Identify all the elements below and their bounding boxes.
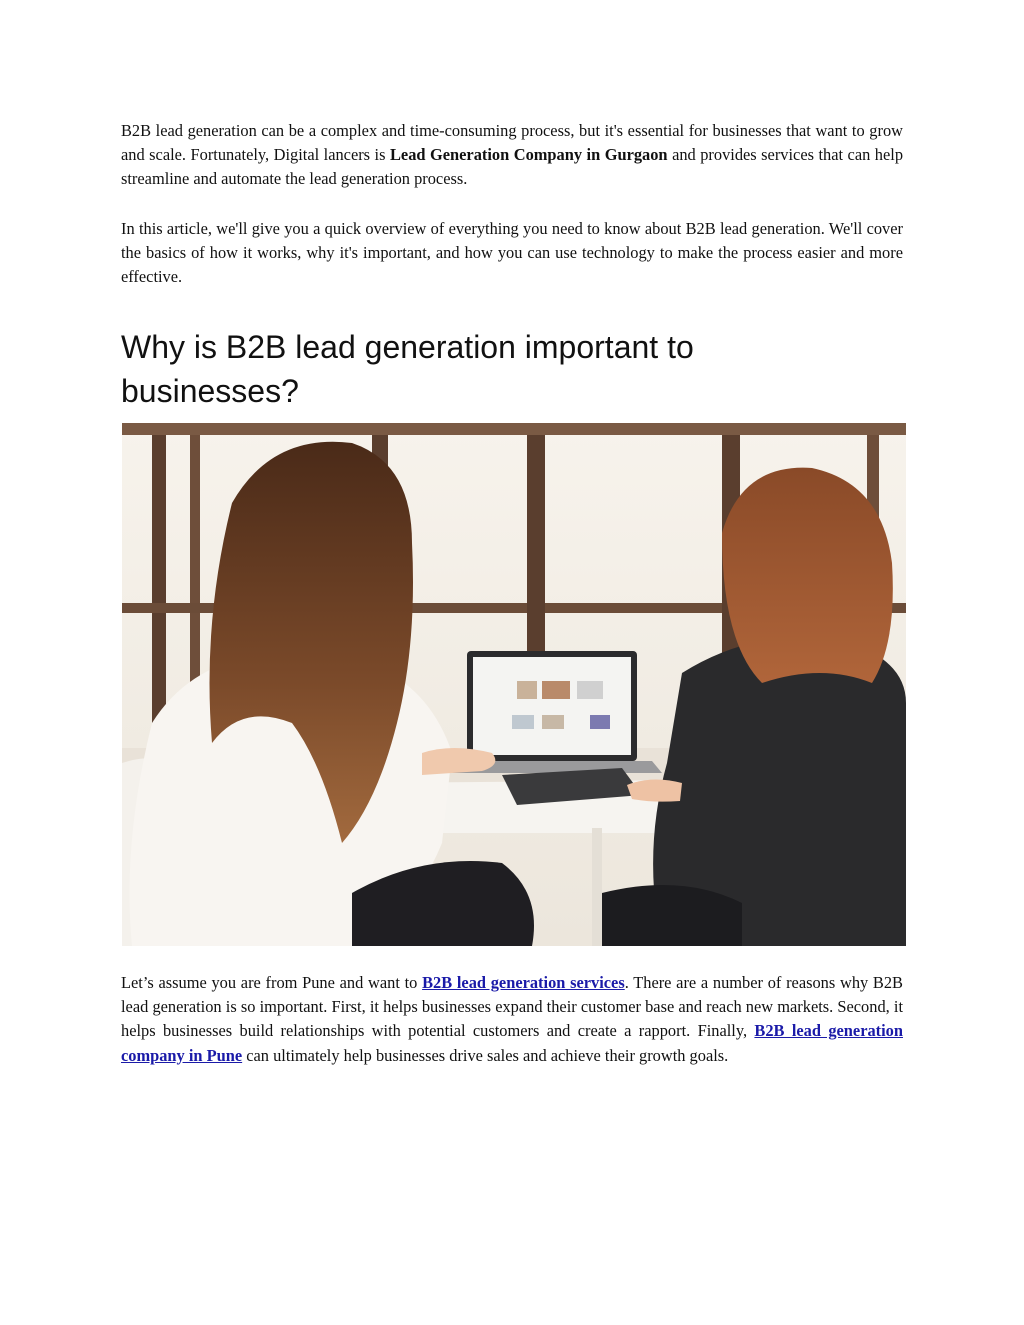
overview-paragraph: In this article, we'll give you a quick overview of everything you need to know about B2B lead generation. We'll cover the basics of how it works, why it's important, and how you can use technology to make the process easier and more effective.	[121, 219, 903, 287]
body-paragraph	[121, 971, 903, 1068]
intro-text-end: and provides services that can help streamline and automate the lead generation process.	[121, 145, 904, 189]
intro-text-start: B2B lead generation can be a complex and time-consuming process, but it's essential for businesses that want to grow and scale. Fortunately, Digital lancers is	[121, 121, 903, 165]
body-text-start: Let’s assume you are from Pune and want to	[121, 973, 423, 992]
section-heading: Why is B2B lead generation important to businesses?	[121, 329, 694, 409]
article-photo	[122, 423, 906, 946]
company-name-bold: Lead Generation Company in Gurgaon	[390, 145, 668, 165]
body-text-end: can ultimately help businesses drive sales and achieve their growth goals.	[242, 1045, 729, 1065]
body-text-middle: . There are a number of reasons why B2B lead generation is so important. First, it helps businesses expand their customer base and reach new markets. Second, it helps businesses build relationships with potential customers and create a rapport. Finally,	[121, 973, 903, 1041]
intro-paragraph	[121, 119, 903, 192]
b2b-lead-generation-services-link[interactable]: B2B lead generation services	[422, 973, 625, 992]
b2b-lead-generation-company-pune-link[interactable]: B2B lead generation company in Pune	[121, 1021, 903, 1065]
